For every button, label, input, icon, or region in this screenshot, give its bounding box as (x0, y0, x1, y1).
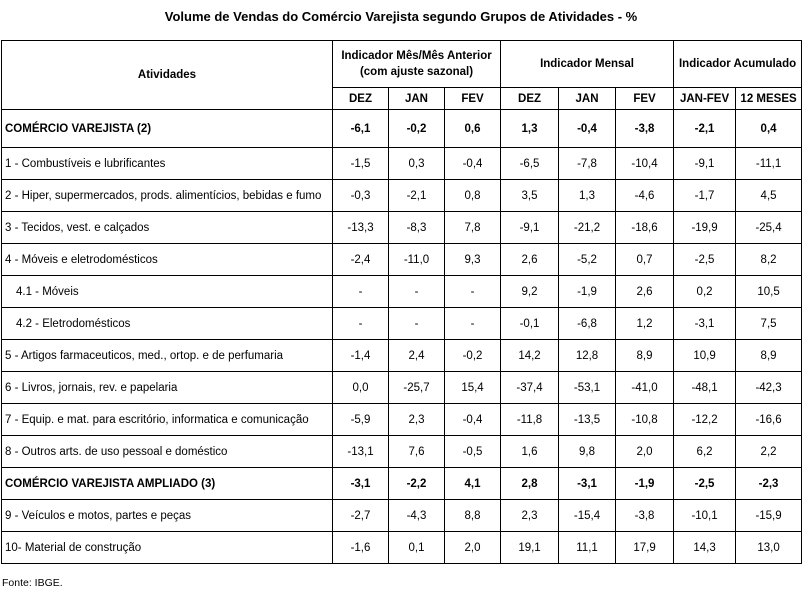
value-cell: 2,6 (616, 276, 674, 308)
subheader-cell: 12 MESES (736, 88, 802, 110)
row-label: 4.2 - Eletrodomésticos (2, 308, 333, 340)
value-cell: 9,3 (445, 244, 501, 276)
table-row (2, 180, 802, 212)
value-cell: -41,0 (616, 372, 674, 404)
value-cell: -3,1 (674, 308, 736, 340)
value-cell: -2,1 (389, 180, 445, 212)
value-cell: 1,2 (616, 308, 674, 340)
row-label: COMÉRCIO VAREJISTA AMPLIADO (3) (2, 468, 333, 500)
value-cell: -1,6 (333, 532, 389, 564)
header-month-over-month: Indicador Mês/Mês Anterior (com ajuste sazonal) (333, 41, 501, 88)
table-row (2, 148, 802, 180)
table-row (2, 110, 802, 148)
value-cell: 10,5 (736, 276, 802, 308)
value-cell: -2,5 (674, 468, 736, 500)
value-cell: -9,1 (501, 212, 559, 244)
value-cell: 2,0 (616, 436, 674, 468)
value-cell: -10,4 (616, 148, 674, 180)
value-cell: -13,3 (333, 212, 389, 244)
value-cell: 17,9 (616, 532, 674, 564)
table-row (2, 372, 802, 404)
row-label: 8 - Outros arts. de uso pessoal e doméstico (2, 436, 333, 468)
value-cell: -2,2 (389, 468, 445, 500)
value-cell: 2,4 (389, 340, 445, 372)
value-cell: 1,6 (501, 436, 559, 468)
value-cell: -15,4 (559, 500, 616, 532)
value-cell: 9,8 (559, 436, 616, 468)
value-cell: - (445, 308, 501, 340)
value-cell: 14,2 (501, 340, 559, 372)
value-cell: -1,7 (674, 180, 736, 212)
value-cell: -11,8 (501, 404, 559, 436)
table-row (2, 404, 802, 436)
header-activities: Atividades (2, 41, 333, 110)
value-cell: -3,8 (616, 110, 674, 148)
header-accumulated: Indicador Acumulado (674, 41, 802, 88)
value-cell: 10,9 (674, 340, 736, 372)
row-label: 5 - Artigos farmaceuticos, med., ortop. e de perfumaria (2, 340, 333, 372)
value-cell: 0,7 (616, 244, 674, 276)
row-label: 6 - Livros, jornais, rev. e papelaria (2, 372, 333, 404)
value-cell: 2,6 (501, 244, 559, 276)
source-note: Fonte: IBGE. (2, 577, 63, 589)
value-cell: -7,8 (559, 148, 616, 180)
value-cell: -6,5 (501, 148, 559, 180)
value-cell: 19,1 (501, 532, 559, 564)
value-cell: -10,8 (616, 404, 674, 436)
value-cell: -16,6 (736, 404, 802, 436)
value-cell: - (333, 276, 389, 308)
value-cell: -12,2 (674, 404, 736, 436)
value-cell: - (389, 308, 445, 340)
table-row (2, 436, 802, 468)
value-cell: 15,4 (445, 372, 501, 404)
value-cell: 8,8 (445, 500, 501, 532)
value-cell: 1,3 (501, 110, 559, 148)
value-cell: -0,2 (389, 110, 445, 148)
value-cell: 2,3 (389, 404, 445, 436)
value-cell: -3,8 (616, 500, 674, 532)
subheader-cell: FEV (616, 88, 674, 110)
value-cell: 4,1 (445, 468, 501, 500)
value-cell: 8,9 (736, 340, 802, 372)
value-cell: -5,2 (559, 244, 616, 276)
value-cell: -1,5 (333, 148, 389, 180)
value-cell: 7,6 (389, 436, 445, 468)
value-cell: 12,8 (559, 340, 616, 372)
value-cell: 11,1 (559, 532, 616, 564)
table-row (2, 500, 802, 532)
value-cell: -0,2 (445, 340, 501, 372)
value-cell: -21,2 (559, 212, 616, 244)
value-cell: -0,5 (445, 436, 501, 468)
value-cell: -0,4 (559, 110, 616, 148)
value-cell: 9,2 (501, 276, 559, 308)
value-cell: -2,7 (333, 500, 389, 532)
table-row (2, 276, 802, 308)
value-cell: -6,8 (559, 308, 616, 340)
value-cell: -9,1 (674, 148, 736, 180)
subheader-cell: JAN (389, 88, 445, 110)
value-cell: 0,4 (736, 110, 802, 148)
value-cell: 2,3 (501, 500, 559, 532)
value-cell: -3,1 (559, 468, 616, 500)
row-label: 4.1 - Móveis (2, 276, 333, 308)
subheader-cell: DEZ (333, 88, 389, 110)
subheader-cell: JAN (559, 88, 616, 110)
table-row (2, 532, 802, 564)
row-label: 3 - Tecidos, vest. e calçados (2, 212, 333, 244)
value-cell: -2,1 (674, 110, 736, 148)
table-row (2, 468, 802, 500)
value-cell: 7,8 (445, 212, 501, 244)
value-cell: -1,4 (333, 340, 389, 372)
row-label: 9 - Veículos e motos, partes e peças (2, 500, 333, 532)
value-cell: - (389, 276, 445, 308)
row-label: COMÉRCIO VAREJISTA (2) (2, 110, 333, 148)
value-cell: -4,6 (616, 180, 674, 212)
value-cell: 14,3 (674, 532, 736, 564)
value-cell: 8,2 (736, 244, 802, 276)
value-cell: -0,4 (445, 404, 501, 436)
row-label: 7 - Equip. e mat. para escritório, informatica e comunicação (2, 404, 333, 436)
sales-volume-table (1, 40, 802, 564)
value-cell: -19,9 (674, 212, 736, 244)
table-row (2, 212, 802, 244)
value-cell: -53,1 (559, 372, 616, 404)
value-cell: -4,3 (389, 500, 445, 532)
value-cell: -13,5 (559, 404, 616, 436)
value-cell: -2,4 (333, 244, 389, 276)
value-cell: -11,1 (736, 148, 802, 180)
value-cell: - (333, 308, 389, 340)
value-cell: 4,5 (736, 180, 802, 212)
value-cell: -42,3 (736, 372, 802, 404)
value-cell: -0,3 (333, 180, 389, 212)
value-cell: 0,3 (389, 148, 445, 180)
value-cell: -18,6 (616, 212, 674, 244)
value-cell: -15,9 (736, 500, 802, 532)
value-cell: -1,9 (616, 468, 674, 500)
value-cell: -37,4 (501, 372, 559, 404)
value-cell: -25,7 (389, 372, 445, 404)
value-cell: -11,0 (389, 244, 445, 276)
row-label: 4 - Móveis e eletrodomésticos (2, 244, 333, 276)
value-cell: -8,3 (389, 212, 445, 244)
value-cell: 0,6 (445, 110, 501, 148)
subheader-cell: DEZ (501, 88, 559, 110)
value-cell: -3,1 (333, 468, 389, 500)
table-row (2, 244, 802, 276)
value-cell: 6,2 (674, 436, 736, 468)
table-row (2, 308, 802, 340)
table-row (2, 340, 802, 372)
table-title: Volume de Vendas do Comércio Varejista segundo Grupos de Atividades - % (164, 9, 638, 24)
subheader-cell: JAN-FEV (674, 88, 736, 110)
row-label: 10- Material de construção (2, 532, 333, 564)
value-cell: - (445, 276, 501, 308)
value-cell: -13,1 (333, 436, 389, 468)
value-cell: 7,5 (736, 308, 802, 340)
value-cell: 2,0 (445, 532, 501, 564)
value-cell: 0,1 (389, 532, 445, 564)
value-cell: -6,1 (333, 110, 389, 148)
value-cell: 3,5 (501, 180, 559, 212)
value-cell: 8,9 (616, 340, 674, 372)
row-label: 2 - Hiper, supermercados, prods. alimentícios, bebidas e fumo (2, 180, 333, 212)
value-cell: 0,0 (333, 372, 389, 404)
value-cell: 2,8 (501, 468, 559, 500)
value-cell: -25,4 (736, 212, 802, 244)
value-cell: 1,3 (559, 180, 616, 212)
value-cell: -0,4 (445, 148, 501, 180)
value-cell: 0,2 (674, 276, 736, 308)
value-cell: 0,8 (445, 180, 501, 212)
value-cell: 13,0 (736, 532, 802, 564)
value-cell: -10,1 (674, 500, 736, 532)
subheader-cell: FEV (445, 88, 501, 110)
value-cell: -2,3 (736, 468, 802, 500)
value-cell: -5,9 (333, 404, 389, 436)
value-cell: -48,1 (674, 372, 736, 404)
value-cell: -2,5 (674, 244, 736, 276)
value-cell: -1,9 (559, 276, 616, 308)
value-cell: -0,1 (501, 308, 559, 340)
row-label: 1 - Combustíveis e lubrificantes (2, 148, 333, 180)
value-cell: 2,2 (736, 436, 802, 468)
header-monthly: Indicador Mensal (501, 41, 674, 88)
